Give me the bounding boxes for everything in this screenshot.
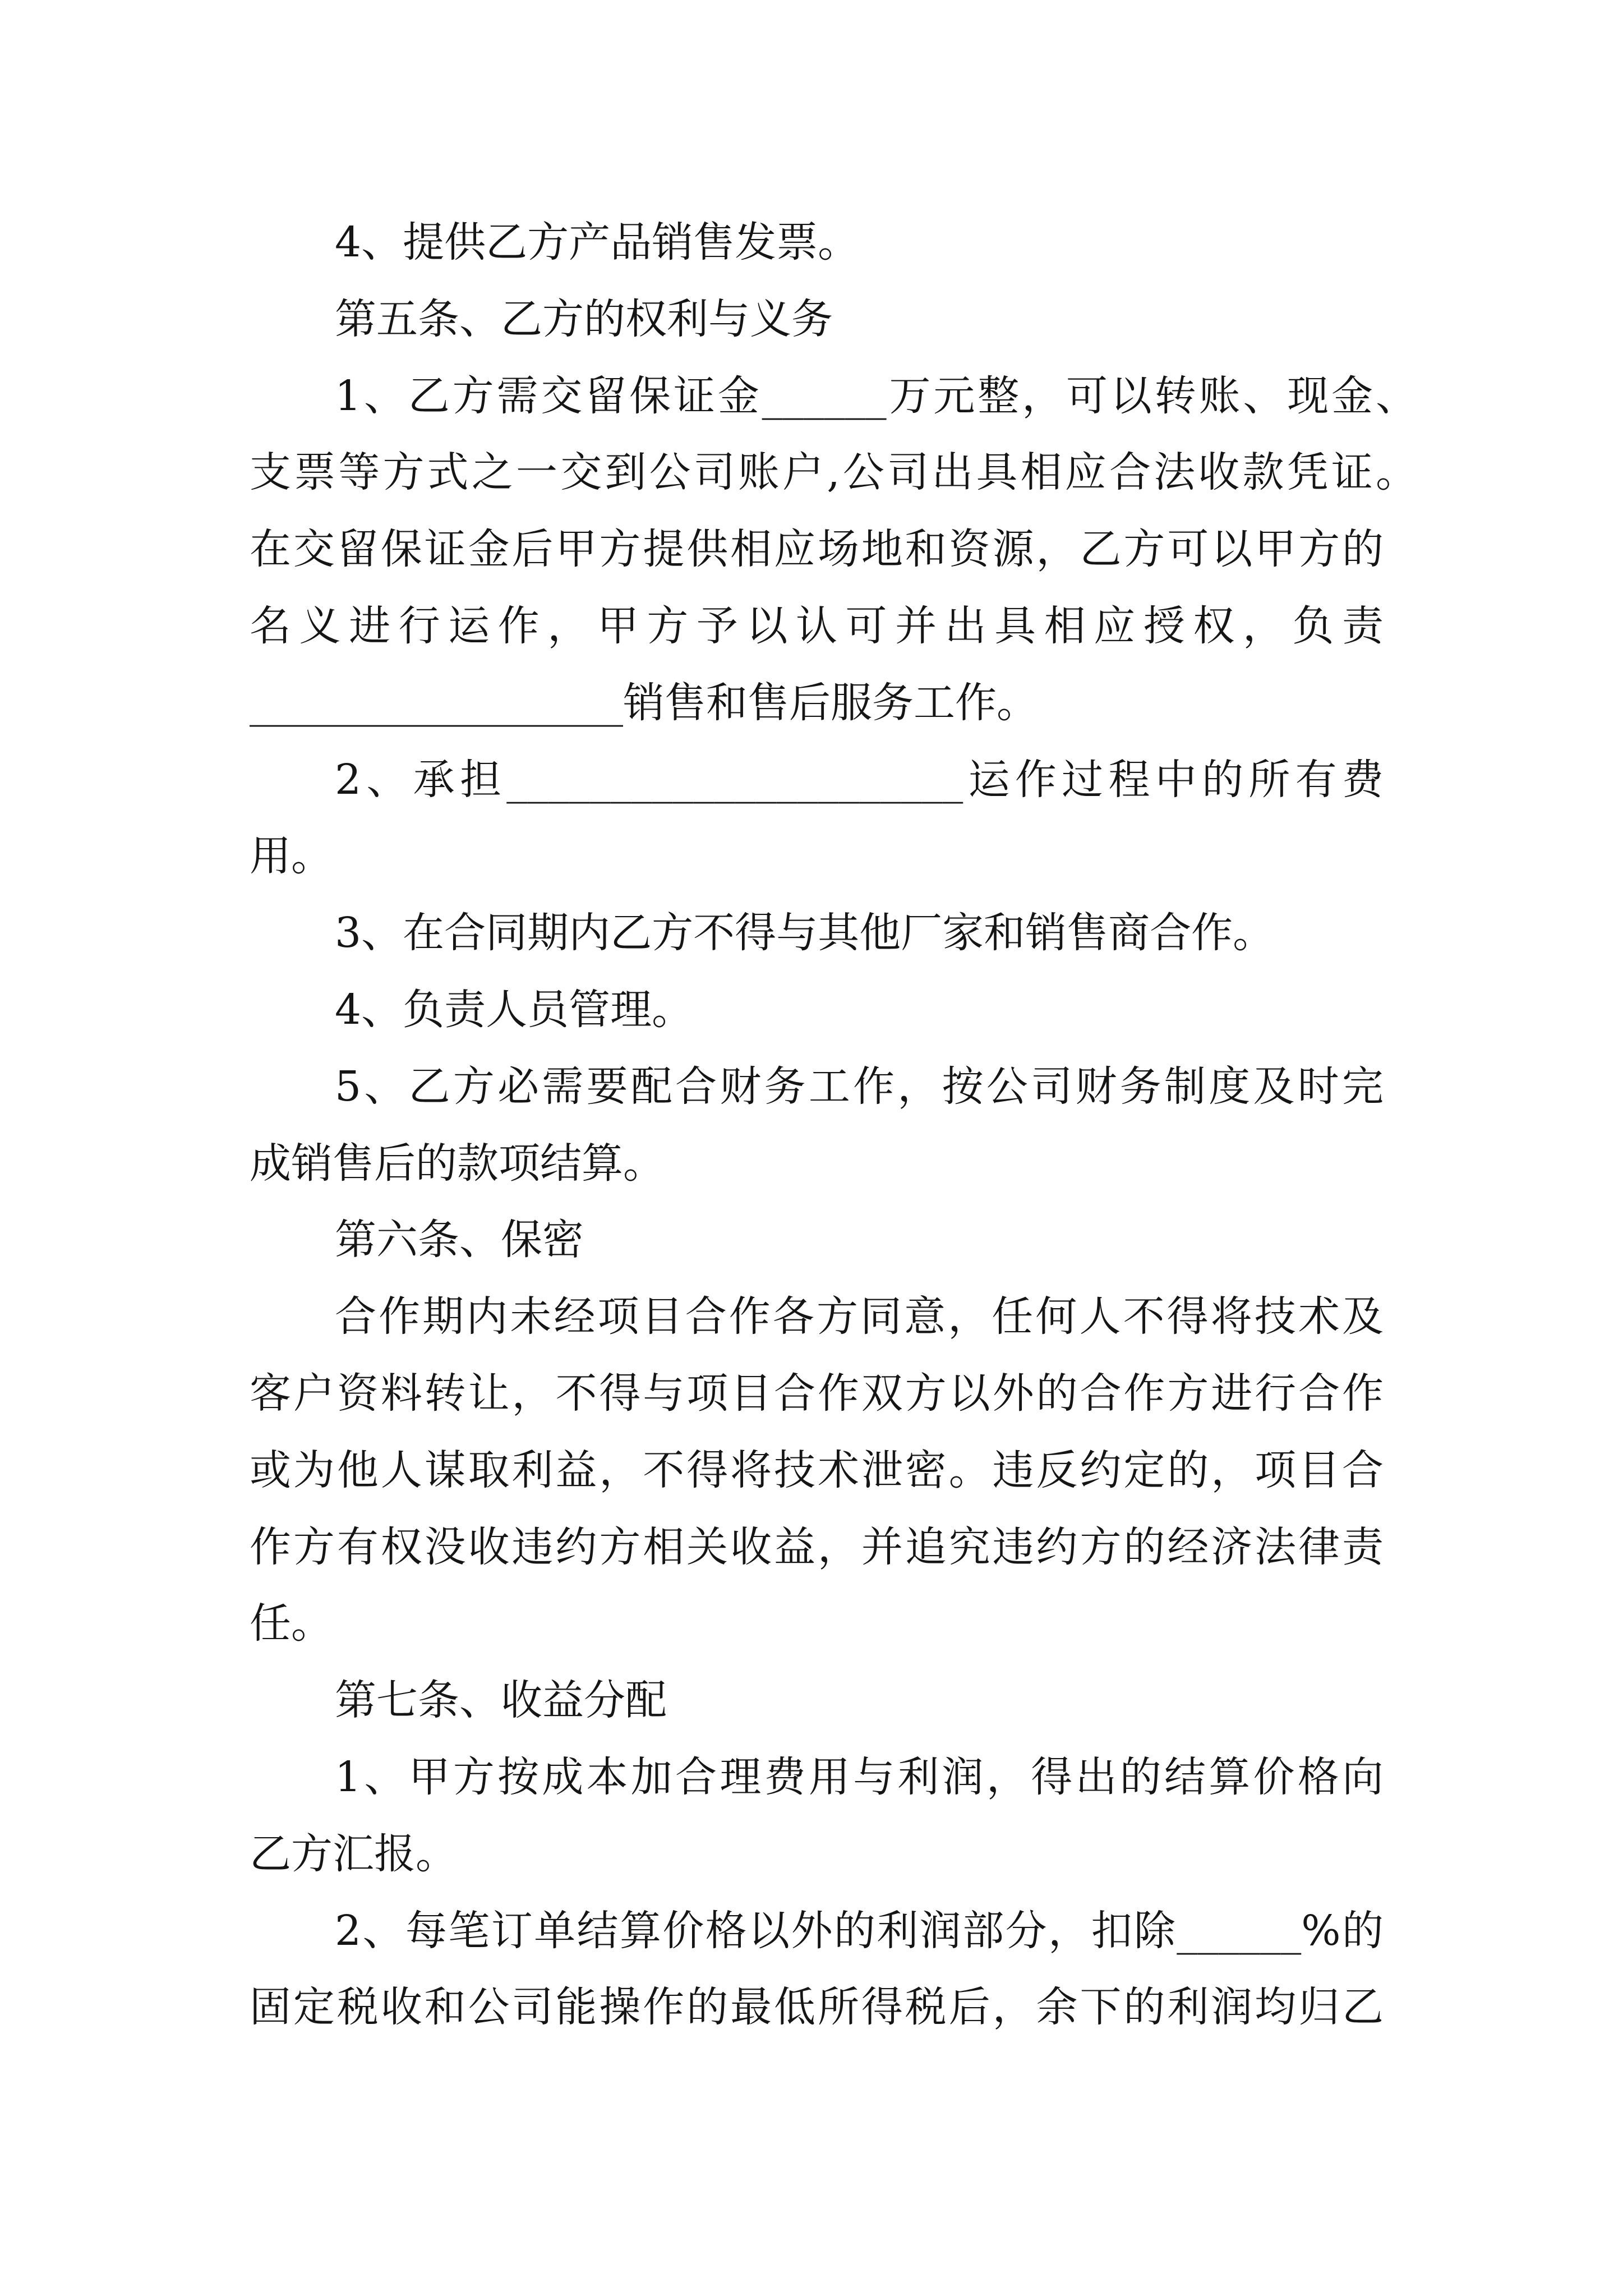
paragraph-line: 乙方汇报。: [250, 1829, 457, 1878]
paragraph-line: 或为他人谋取利益，不得将技术泄密。违反约定的，项目合: [250, 1446, 1384, 1494]
paragraph-line: 4、提供乙方产品销售发票。: [335, 218, 860, 266]
article-heading: 第六条、保密: [335, 1216, 584, 1264]
contract-text-body: [0, 204, 1623, 2046]
paragraph-line: 名义进行运作，甲方予以认可并出具相应授权，负责: [250, 601, 1384, 650]
paragraph-line: __________________销售和售后服务工作。: [250, 678, 1038, 727]
paragraph-line: 1、甲方按成本加合理费用与利润，得出的结算价格向: [335, 1752, 1384, 1801]
paragraph-line: 5、乙方必需要配合财务工作，按公司财务制度及时完: [335, 1062, 1384, 1111]
paragraph-line: 用。: [250, 832, 333, 881]
paragraph-line: 合作期内未经项目合作各方同意，任何人不得将技术及: [335, 1292, 1384, 1341]
paragraph-line: 2、承担______________________运作过程中的所有费: [335, 755, 1384, 804]
paragraph-line: 固定税收和公司能操作的最低所得税后，余下的利润均归乙: [250, 1983, 1384, 2032]
paragraph-line: 在交留保证金后甲方提供相应场地和资源，乙方可以甲方的: [250, 525, 1384, 574]
paragraph-line: 1、乙方需交留保证金______万元整，可以转账、现金、: [335, 371, 1417, 420]
paragraph-line: 3、在合同期内乙方不得与其他厂家和销售商合作。: [335, 909, 1275, 958]
paragraph-line: 4、负责人员管理。: [335, 985, 694, 1034]
paragraph-line: 客户资料转让，不得与项目合作双方以外的合作方进行合作: [250, 1369, 1384, 1418]
article-heading: 第五条、乙方的权利与义务: [335, 295, 833, 343]
paragraph-line: 支票等方式之一交到公司账户,公司出具相应合法收款凭证。: [250, 448, 1417, 497]
paragraph-line: 2、每笔订单结算价格以外的利润部分，扣除______%的: [335, 1906, 1384, 1955]
paragraph-line: 任。: [250, 1599, 333, 1648]
article-heading: 第七条、收益分配: [335, 1676, 667, 1725]
paragraph-line: 作方有权没收违约方相关收益，并追究违约方的经济法律责: [250, 1522, 1384, 1571]
paragraph-line: 成销售后的款项结算。: [250, 1139, 665, 1188]
